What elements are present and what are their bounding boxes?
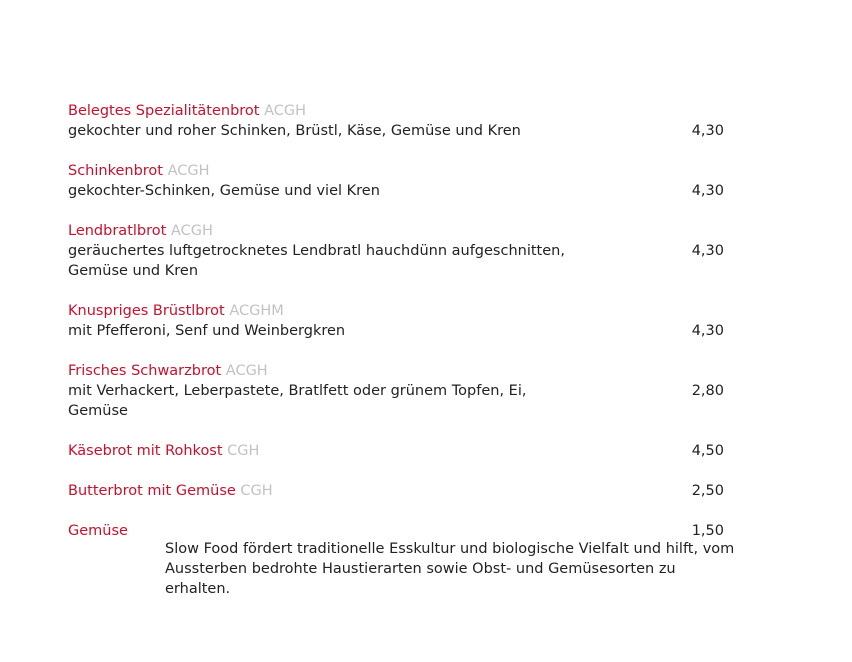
item-allergens: ACGH — [264, 103, 307, 119]
item-name: Belegtes Spezialitätenbrot — [68, 103, 260, 119]
item-description: mit Verhackert, Leberpastete, Bratlfett oder grünem Topfen, Ei, Gemüse — [68, 383, 527, 419]
item-title-line — [68, 481, 724, 501]
item-price: 1,50 — [691, 523, 724, 539]
menu-item-butterbrot-mit-gemuese — [68, 481, 724, 501]
menu-item-belegtes-spezialitaetenbrot — [68, 101, 724, 141]
item-description: gekochter und roher Schinken, Brüstl, Käse, Gemüse und Kren — [68, 123, 521, 139]
menu-item-lendbratlbrot — [68, 221, 724, 281]
item-price: 4,30 — [691, 243, 724, 259]
item-title-line — [68, 101, 724, 121]
item-title-line — [68, 361, 724, 381]
item-price: 4,30 — [691, 183, 724, 199]
item-price: 4,50 — [691, 443, 724, 459]
item-title-line — [68, 301, 724, 321]
item-price: 4,30 — [691, 123, 724, 139]
item-description: geräuchertes luftgetrocknetes Lendbratl hauchdünn aufgeschnitten, Gemüse und Kren — [68, 243, 565, 279]
item-price: 2,50 — [691, 483, 724, 499]
item-title-line — [68, 441, 724, 461]
menu-item-frisches-schwarzbrot — [68, 361, 724, 421]
item-title-line — [68, 161, 724, 181]
item-price: 2,80 — [691, 383, 724, 399]
item-description: gekochter-Schinken, Gemüse und viel Kren — [68, 183, 380, 199]
menu-item-schinkenbrot — [68, 161, 724, 201]
menu-list — [68, 101, 724, 561]
item-title-line — [68, 521, 724, 541]
item-description: mit Pfefferoni, Senf und Weinbergkren — [68, 323, 346, 339]
item-allergens: CGH — [240, 483, 273, 499]
item-allergens: ACGHM — [229, 303, 284, 319]
item-allergens: ACGH — [167, 163, 210, 179]
item-name: Knuspriges Brüstlbrot — [68, 303, 225, 319]
item-name: Gemüse — [68, 523, 128, 539]
item-price: 4,30 — [691, 323, 724, 339]
menu-item-gemuese — [68, 521, 724, 541]
item-name: Schinkenbrot — [68, 163, 163, 179]
item-name: Lendbratlbrot — [68, 223, 167, 239]
item-name: Käsebrot mit Rohkost — [68, 443, 223, 459]
item-allergens: CGH — [227, 443, 260, 459]
item-name: Butterbrot mit Gemüse — [68, 483, 236, 499]
item-name: Frisches Schwarzbrot — [68, 363, 222, 379]
item-allergens: ACGH — [170, 223, 213, 239]
menu-item-knuspriges-bruestlbrot — [68, 301, 724, 341]
slow-food-note: Slow Food fördert traditionelle Esskultur und biologische Vielfalt und hilft, vom Aussterben bedrohte Haustierarten sowie Obst- und Gemüsesorten zu erhalten. — [165, 541, 735, 597]
menu-item-kaesebrot-mit-rohkost — [68, 441, 724, 461]
item-title-line — [68, 221, 724, 241]
item-allergens: ACGH — [225, 363, 268, 379]
